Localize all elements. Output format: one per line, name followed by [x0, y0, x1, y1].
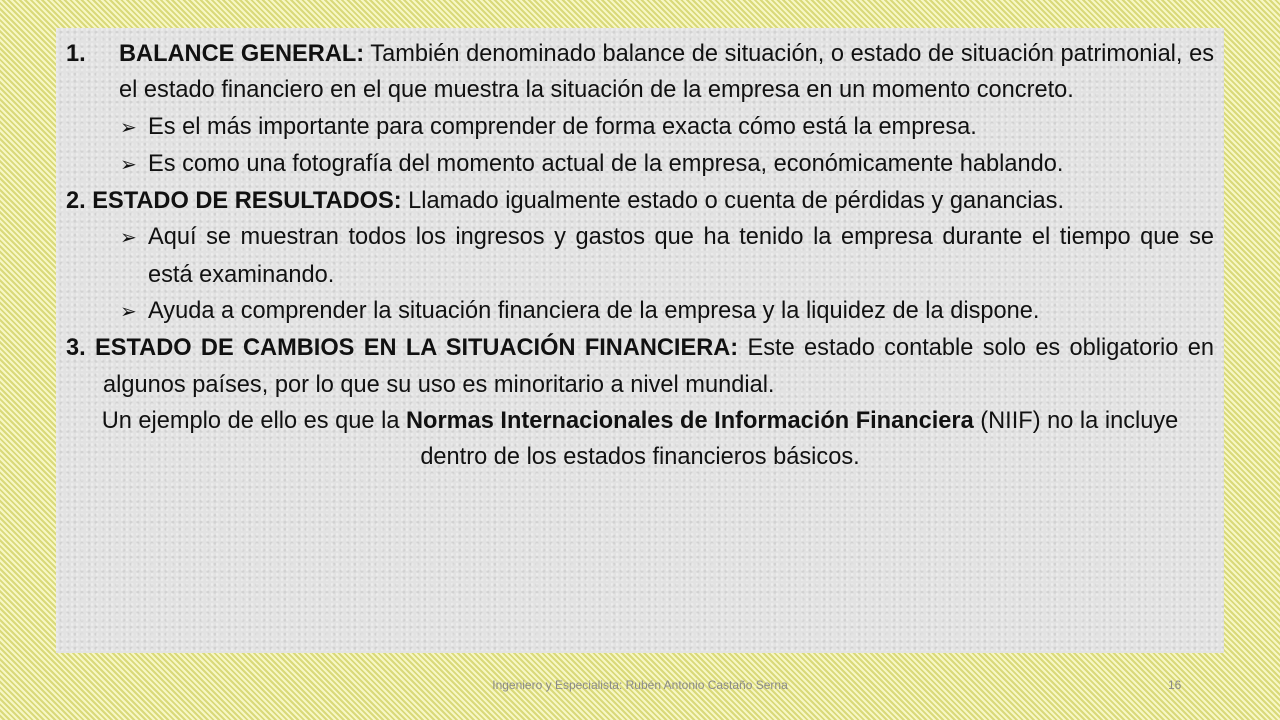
- bullet-text: Aquí se muestran todos los ingresos y gastos que ha tenido la empresa durante el tiempo que se está examinando.: [148, 224, 1214, 288]
- bullet-item: [66, 293, 1214, 330]
- bullet-item: [66, 146, 1214, 183]
- note-bold-text: Normas Internacionales de Información Financiera: [406, 407, 974, 434]
- bullet-item: [66, 109, 1214, 146]
- item-title: BALANCE GENERAL:: [119, 41, 365, 67]
- page-number: 16: [1168, 678, 1182, 692]
- item-text: Este estado contable solo es obligatorio en algunos países, por lo que su uso es minoritario a nivel mundial.: [103, 335, 1214, 398]
- item-estado-cambios: [66, 330, 1214, 403]
- content-panel: [56, 28, 1224, 653]
- item-text: También denominado balance de situación, o estado de situación patrimonial, es el estado financiero en el que muestra la situación de la empresa en un momento concreto.: [119, 41, 1214, 104]
- arrow-bullet-icon: ➢: [120, 301, 137, 324]
- note-text-before: Un ejemplo de ello es que la: [101, 407, 406, 434]
- arrow-bullet-icon: ➢: [120, 116, 137, 139]
- arrow-bullet-icon: ➢: [120, 153, 137, 176]
- bullet-item: [66, 219, 1214, 293]
- item-text: Llamado igualmente estado o cuenta de pérdidas y ganancias.: [401, 188, 1064, 215]
- item-number: 2.: [66, 188, 86, 215]
- note-text-after: (NIIF) no la incluye dentro de los estados financieros básicos.: [420, 407, 1179, 471]
- item-title: ESTADO DE RESULTADOS:: [92, 188, 402, 215]
- item-number: 1.: [66, 41, 86, 67]
- item-title: ESTADO DE CAMBIOS EN LA SITUACIÓN FINANCIERA:: [95, 335, 739, 362]
- bullet-text: Ayuda a comprender la situación financiera de la empresa y la liquidez de la dispone.: [148, 298, 1040, 325]
- bullet-text: Es el más importante para comprender de forma exacta cómo está la empresa.: [148, 113, 977, 140]
- item-number: 3.: [66, 335, 86, 362]
- item-estado-resultados: [66, 183, 1214, 219]
- item-balance-general: [66, 36, 1214, 109]
- example-note: [66, 403, 1214, 476]
- arrow-bullet-icon: ➢: [120, 227, 137, 250]
- footer-author: Ingeniero y Especialista: Rubén Antonio Castaño Serna: [492, 678, 788, 692]
- bullet-text: Es como una fotografía del momento actual de la empresa, económicamente hablando.: [148, 150, 1064, 177]
